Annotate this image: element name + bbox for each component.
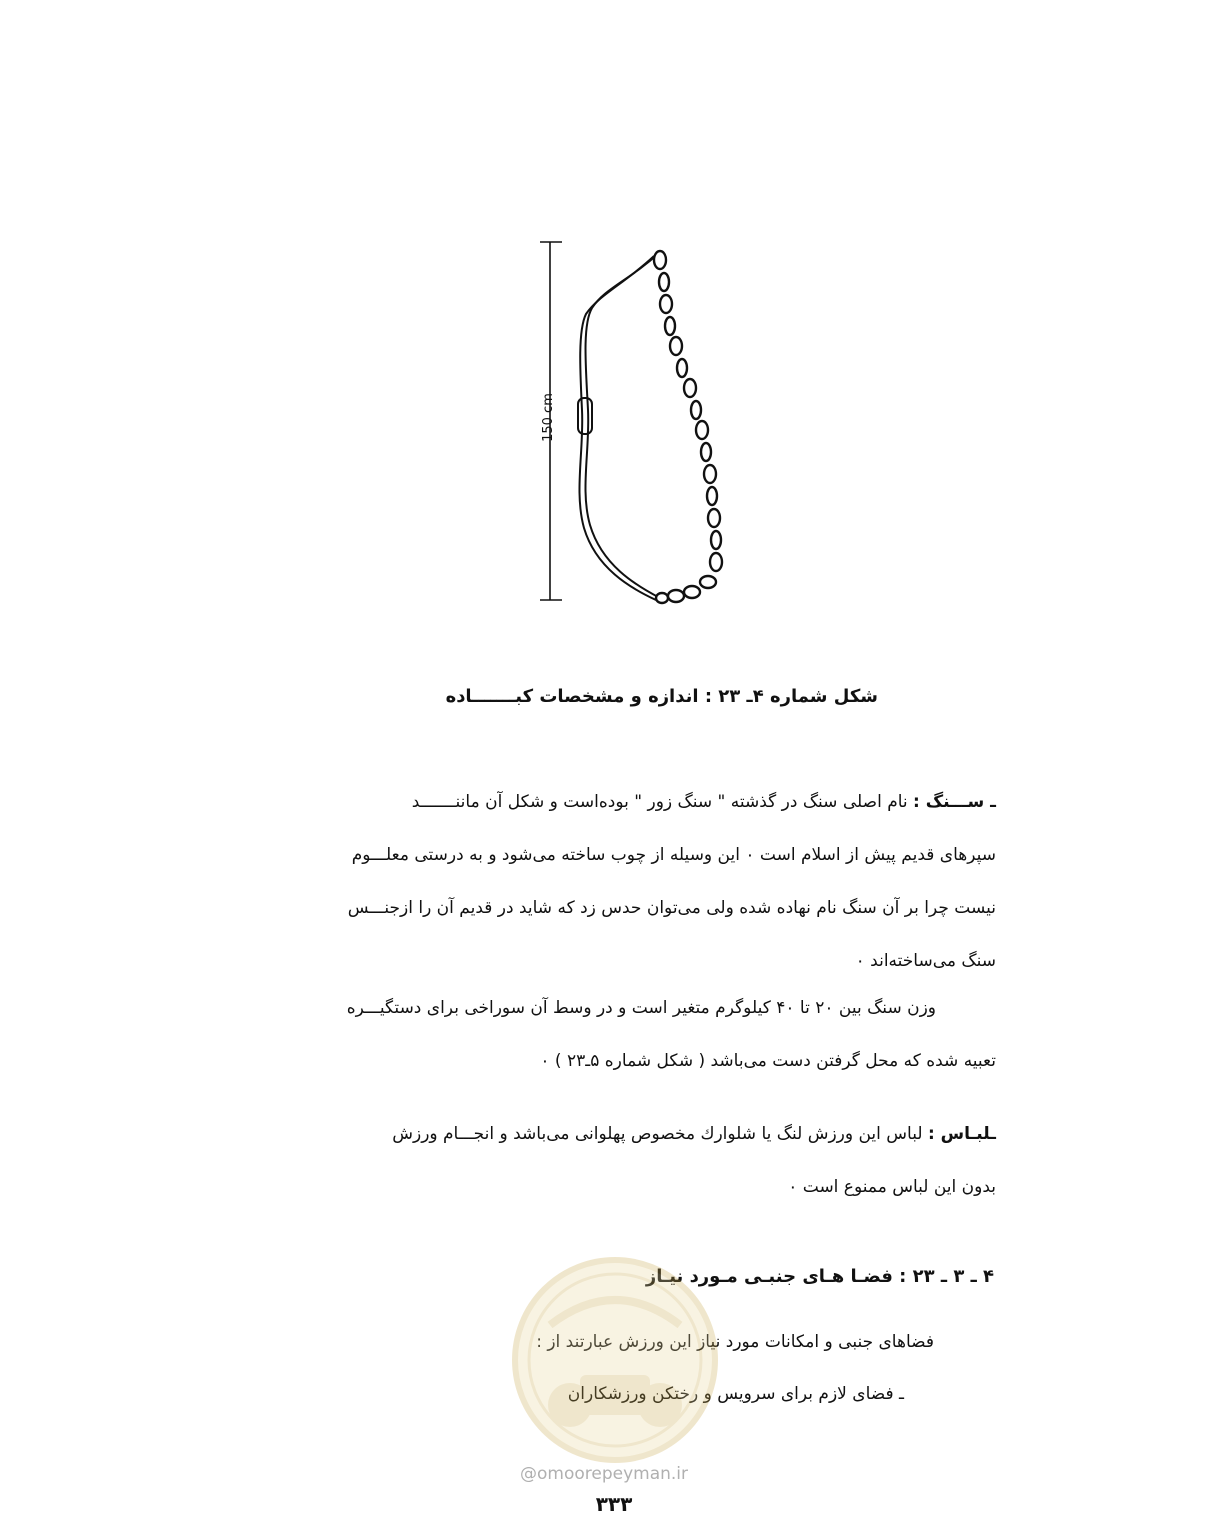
paragraph-line: سنگ می‌ساخته‌اند ۰ xyxy=(855,951,996,971)
section-bullet: ـ فضای لازم برای سرویس و رختکن ورزشکاران xyxy=(567,1384,904,1404)
paragraph-weight xyxy=(230,982,996,1088)
paragraph-line: وزن سنگ بین ۲۰ تا ۴۰ کیلوگرم متغیر است و در وسط آن سوراخی برای دستگیـــره xyxy=(346,998,936,1018)
line-text: لباس این ورزش لنگ یا شلوارك مخصوص پهلوانی می‌باشد و انجـــام ورزش xyxy=(392,1124,923,1144)
paragraph-line: بدون این لباس ممنوع است ۰ xyxy=(788,1177,996,1197)
paragraph-line xyxy=(230,1108,996,1161)
term-sang: ـ ســـنگ : xyxy=(913,792,996,812)
paragraph-line: تعبیه شده که محل گرفتن دست می‌باشد ( شکل شماره ۵ـ۲۳ ) ۰ xyxy=(540,1051,996,1071)
section-heading: ۴ ـ ۳ ـ ۲۳ : فضـا هـای جنبـی مـورد نیـاز xyxy=(645,1266,994,1287)
watermark-logo xyxy=(510,1255,720,1465)
paragraph-libas xyxy=(230,1108,996,1214)
watermark-url: @omoorepeyman.ir xyxy=(520,1464,689,1484)
chain xyxy=(654,251,722,603)
dimension-label: 150 cm xyxy=(540,393,556,442)
paragraph-line xyxy=(230,776,996,829)
paragraph-line: نیست چرا بر آن سنگ نام نهاده شده ولی می‌توان حدس زد که شاید در قدیم آن را ازجنـــس xyxy=(347,898,996,918)
line-text: نام اصلی سنگ در گذشته " سنگ زور " بوده‌است و شکل آن ماننـــــــد xyxy=(411,792,908,812)
page-number: ۳۳۳ xyxy=(595,1492,633,1516)
bow-frame xyxy=(578,252,660,600)
section-intro: فضاهای جنبی و امکانات مورد نیاز این ورزش عبارتند از : xyxy=(536,1332,934,1352)
paragraph-line: سپرهای قدیم پیش از اسلام است ۰ این وسیله از چوب ساخته می‌شود و به درستی معلـــوم xyxy=(351,845,996,865)
paragraph-sang xyxy=(230,776,996,988)
figure-caption: شکل شماره ۴ـ ۲۳ : اندازه و مشخصات کبـــــــاده xyxy=(445,686,878,707)
term-libas: ـلبـاس : xyxy=(927,1124,996,1144)
